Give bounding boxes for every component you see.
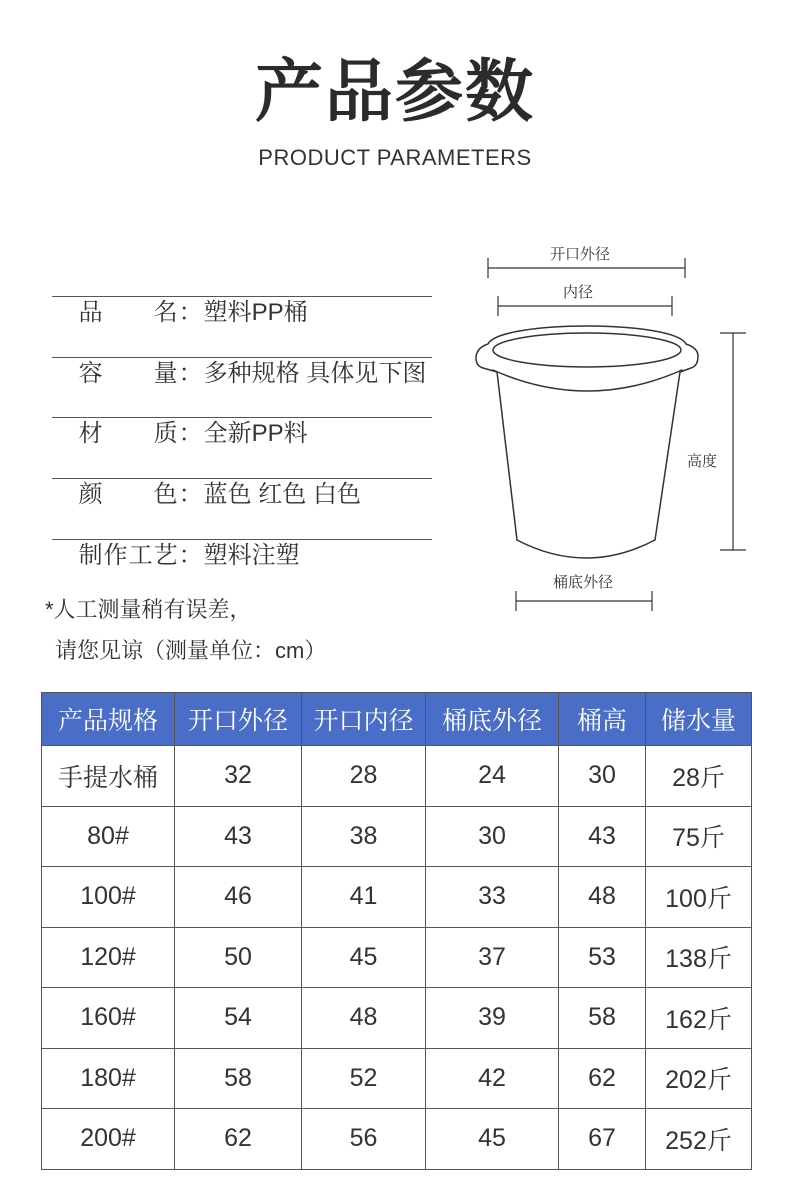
spec-row-name <box>52 262 432 326</box>
table-header-cell: 桶底外径 <box>426 693 559 746</box>
table-cell: 28斤 <box>646 746 752 807</box>
table-cell: 37 <box>426 927 559 988</box>
spec-row-color <box>52 444 432 508</box>
table-cell: 162斤 <box>646 988 752 1049</box>
table-cell: 80# <box>42 806 175 867</box>
spec-label: 颜 色： <box>78 481 204 508</box>
table-header-cell: 桶高 <box>559 693 646 746</box>
size-table <box>41 692 752 1170</box>
spec-row-material <box>52 383 432 447</box>
table-cell: 67 <box>559 1109 646 1170</box>
page-title: 产品参数 <box>254 54 535 130</box>
table-row <box>42 927 752 988</box>
measurement-note-line2: 请您见谅（测量单位：cm） <box>55 638 327 663</box>
table-header-cell: 开口外径 <box>175 693 302 746</box>
table-cell: 202斤 <box>646 1048 752 1109</box>
bucket-diagram <box>460 230 760 620</box>
table-cell: 33 <box>426 867 559 928</box>
measurement-note-line1: *人工测量稍有误差， <box>45 597 252 622</box>
table-header-cell: 开口内径 <box>302 693 426 746</box>
table-cell: 30 <box>559 746 646 807</box>
spec-label: 材 质： <box>78 420 204 447</box>
table-cell: 160# <box>42 988 175 1049</box>
label-inner-diameter: 内径 <box>562 284 594 301</box>
table-cell: 62 <box>175 1109 302 1170</box>
table-cell: 100# <box>42 867 175 928</box>
table-row <box>42 1048 752 1109</box>
table-cell: 58 <box>175 1048 302 1109</box>
table-cell: 75斤 <box>646 806 752 867</box>
table-cell: 42 <box>426 1048 559 1109</box>
table-cell: 180# <box>42 1048 175 1109</box>
label-bottom-diameter: 桶底外径 <box>552 574 614 591</box>
table-cell: 46 <box>175 867 302 928</box>
table-row <box>42 988 752 1049</box>
table-cell: 120# <box>42 927 175 988</box>
spec-row-capacity <box>52 323 432 387</box>
table-cell: 62 <box>559 1048 646 1109</box>
table-cell: 252斤 <box>646 1109 752 1170</box>
table-cell: 53 <box>559 927 646 988</box>
dimension-line-bottom-diameter <box>516 591 652 611</box>
table-cell: 138斤 <box>646 927 752 988</box>
table-row <box>42 806 752 867</box>
label-height: 高度 <box>686 453 718 470</box>
table-row <box>42 746 752 807</box>
table-row <box>42 1109 752 1170</box>
spec-label: 容 量： <box>78 360 204 387</box>
dimension-line-height <box>720 333 746 550</box>
table-cell: 54 <box>175 988 302 1049</box>
table-header-row <box>42 693 752 746</box>
table-cell: 28 <box>302 746 426 807</box>
table-cell: 43 <box>559 806 646 867</box>
bucket-outline <box>476 326 698 558</box>
table-cell: 41 <box>302 867 426 928</box>
spec-value: 全新PP料 <box>203 420 308 447</box>
table-cell: 32 <box>175 746 302 807</box>
table-cell: 50 <box>175 927 302 988</box>
table-cell: 45 <box>426 1109 559 1170</box>
table-cell: 48 <box>559 867 646 928</box>
spec-value: 蓝色 红色 白色 <box>203 481 362 508</box>
spec-row-process <box>52 505 432 569</box>
table-header-cell: 储水量 <box>646 693 752 746</box>
table-cell: 45 <box>302 927 426 988</box>
table-cell: 56 <box>302 1109 426 1170</box>
label-outer-diameter: 开口外径 <box>549 246 611 263</box>
table-cell: 30 <box>426 806 559 867</box>
spec-value: 多种规格 具体见下图 <box>203 360 427 387</box>
table-cell: 38 <box>302 806 426 867</box>
spec-label: 品 名： <box>78 299 204 326</box>
table-cell: 手提水桶 <box>42 746 175 807</box>
table-body <box>42 746 752 1170</box>
table-cell: 100斤 <box>646 867 752 928</box>
spec-label: 制作工艺： <box>78 542 204 569</box>
table-header <box>42 693 752 746</box>
table-cell: 39 <box>426 988 559 1049</box>
table-cell: 58 <box>559 988 646 1049</box>
table-cell: 52 <box>302 1048 426 1109</box>
table-row <box>42 867 752 928</box>
table-cell: 24 <box>426 746 559 807</box>
table-cell: 200# <box>42 1109 175 1170</box>
spec-value: 塑料PP桶 <box>203 299 308 326</box>
table-cell: 43 <box>175 806 302 867</box>
page-subtitle: PRODUCT PARAMETERS <box>258 145 532 170</box>
table-header-cell: 产品规格 <box>42 693 175 746</box>
table-cell: 48 <box>302 988 426 1049</box>
spec-value: 塑料注塑 <box>203 542 300 569</box>
